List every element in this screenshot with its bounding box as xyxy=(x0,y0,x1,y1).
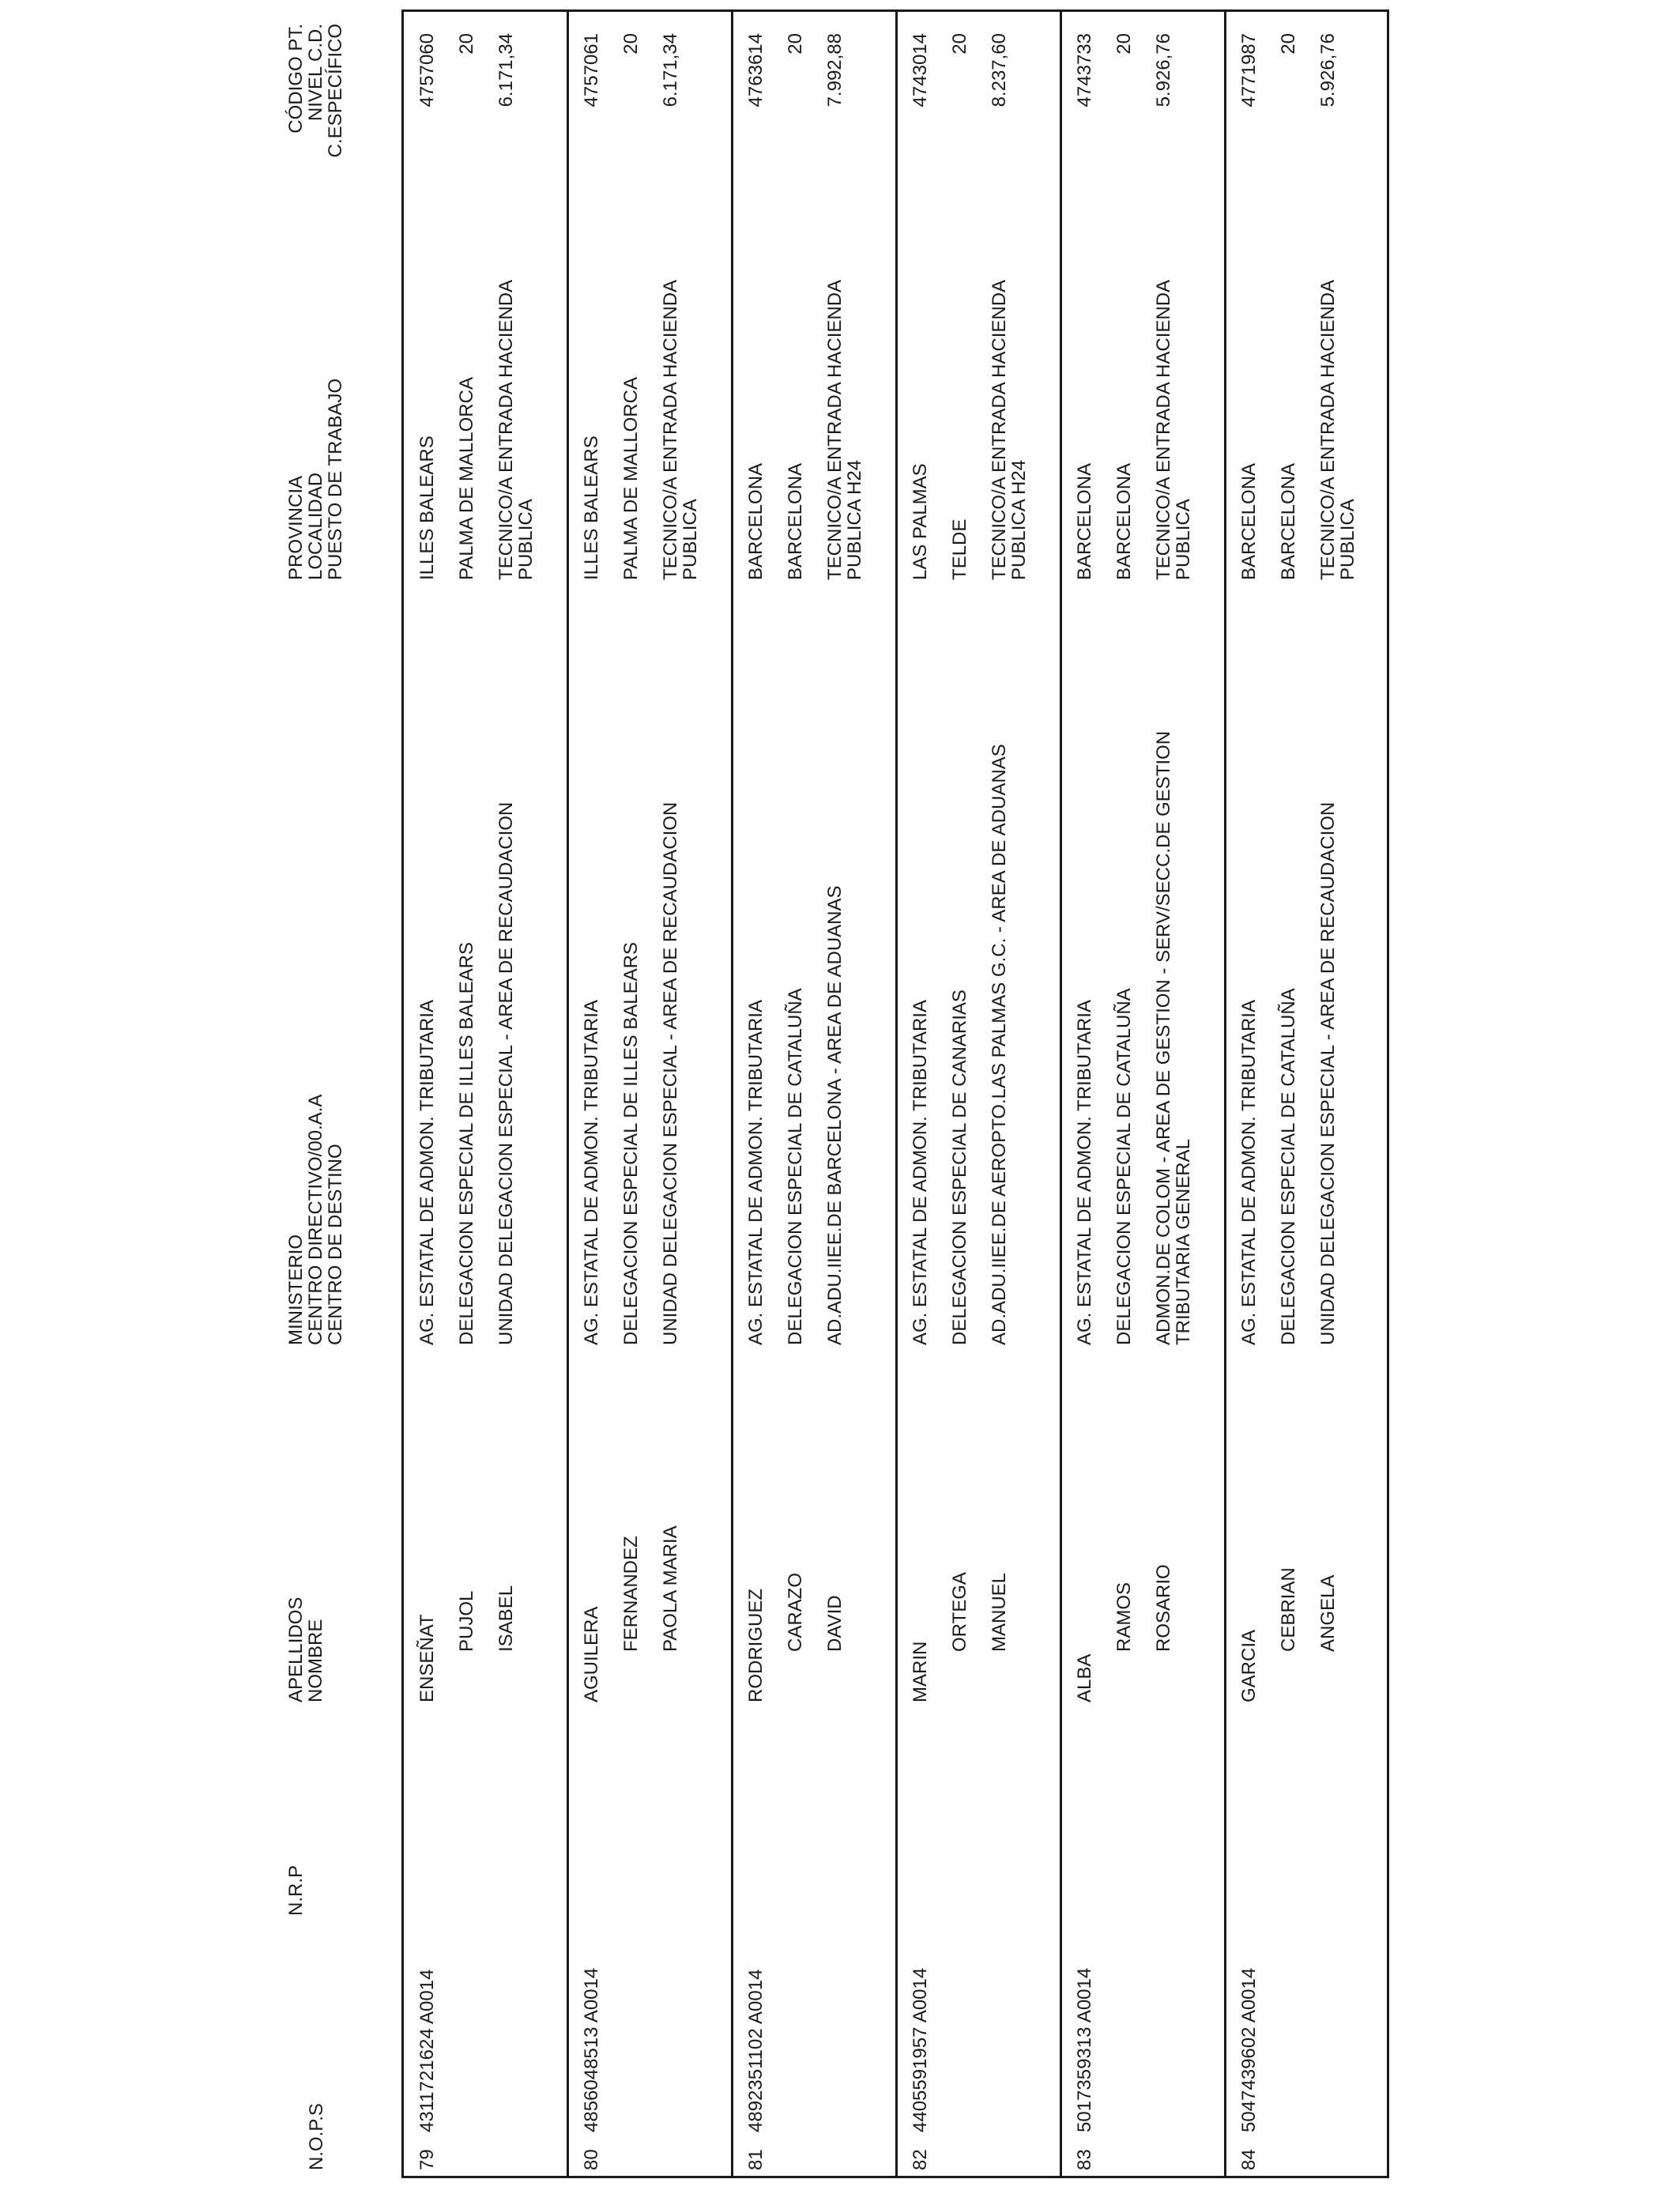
puesto-cell: TECNICO/A ENTRADA HACIENDA xyxy=(495,279,517,580)
nrp-cell: 4892351102 A0014 xyxy=(745,1969,767,2132)
nrp-cell: 5017359313 A0014 xyxy=(1074,1967,1095,2132)
centro-directivo-cell: DELEGACION ESPECIAL DE CATALUÑA xyxy=(785,988,806,1345)
especifico-cell: 5.926,76 xyxy=(1153,33,1174,107)
provincia-cell: BARCELONA xyxy=(1238,462,1260,580)
codigo-cell: 4743014 xyxy=(910,33,931,107)
nrp-cell: 4405591957 A0014 xyxy=(910,1967,931,2132)
centro-destino-cont-cell: TRIBUTARIA GENERAL xyxy=(1173,1139,1194,1345)
codigo-cell: 4757060 xyxy=(416,33,438,107)
nivel-cell: 20 xyxy=(949,33,970,55)
especifico-cell: 5.926,76 xyxy=(1317,33,1339,107)
nrp-cell: 5047439602 A0014 xyxy=(1238,1967,1260,2132)
ministerio-cell: AG. ESTATAL DE ADMON. TRIBUTARIA xyxy=(581,1000,602,1345)
centro-destino-cell: UNIDAD DELEGACION ESPECIAL - AREA DE RECAUDACION xyxy=(1317,801,1339,1345)
codigo-cell: 4757061 xyxy=(581,33,602,107)
header-apellidos xyxy=(286,1597,326,1702)
apellido1-cell: AGUILERA xyxy=(581,1606,602,1702)
nivel-cell: 20 xyxy=(620,33,642,55)
nivel-cell: 20 xyxy=(785,33,806,55)
ministerio-cell: AG. ESTATAL DE ADMON. TRIBUTARIA xyxy=(1074,1000,1095,1345)
row-divider xyxy=(1224,9,1226,2178)
puesto-cont-cell: PUBLICA xyxy=(1337,499,1358,580)
apellido2-cell: ORTEGA xyxy=(949,1572,970,1652)
puesto-cont-cell: PUBLICA xyxy=(515,499,537,580)
centro-directivo-cell: DELEGACION ESPECIAL DE CANARIAS xyxy=(949,990,970,1345)
ministerio-cell: AG. ESTATAL DE ADMON. TRIBUTARIA xyxy=(745,1000,767,1345)
especifico-cell: 8.237,60 xyxy=(989,33,1010,107)
header-provincia-line: PROVINCIA xyxy=(285,475,307,580)
provincia-cell: ILLES BALEARS xyxy=(581,435,602,580)
centro-directivo-cell: DELEGACION ESPECIAL DE ILLES BALEARS xyxy=(456,942,477,1345)
especifico-cell: 6.171,34 xyxy=(660,33,681,107)
apellido2-cell: FERNANDEZ xyxy=(620,1536,642,1652)
codigo-cell: 4771987 xyxy=(1238,33,1260,107)
provincia-cell: BARCELONA xyxy=(745,462,767,580)
nombre-cell: MANUEL xyxy=(989,1572,1010,1652)
header-codigo-line: CÓDIGO PT. xyxy=(285,24,307,134)
localidad-cell: PALMA DE MALLORCA xyxy=(620,377,642,580)
nops-cell: 81 xyxy=(745,2149,767,2170)
nops-cell: 82 xyxy=(910,2149,931,2170)
puesto-cell: TECNICO/A ENTRADA HACIENDA xyxy=(824,279,846,580)
header-codigo xyxy=(286,24,345,182)
nops-cell: 80 xyxy=(581,2149,602,2170)
row-divider xyxy=(1060,9,1062,2178)
puesto-cont-cell: PUBLICA H24 xyxy=(1008,459,1030,580)
especifico-cell: 6.171,34 xyxy=(495,33,517,107)
provincia-cell: LAS PALMAS xyxy=(910,463,931,580)
centro-directivo-cell: DELEGACION ESPECIAL DE ILLES BALEARS xyxy=(620,942,642,1345)
row-divider xyxy=(731,9,733,2178)
provincia-cell: BARCELONA xyxy=(1074,462,1095,580)
localidad-cell: BARCELONA xyxy=(1113,462,1135,580)
header-nivel-line: NIVEL C.D. xyxy=(305,24,326,122)
nombre-cell: ANGELA xyxy=(1317,1574,1339,1652)
nops-cell: 84 xyxy=(1238,2149,1260,2170)
puesto-cont-cell: PUBLICA xyxy=(680,499,701,580)
header-localidad-line: LOCALIDAD xyxy=(305,472,326,580)
header-puesto-line: PUESTO DE TRABAJO xyxy=(325,378,346,580)
centro-directivo-cell: DELEGACION ESPECIAL DE CATALUÑA xyxy=(1278,988,1299,1345)
puesto-cont-cell: PUBLICA H24 xyxy=(844,459,865,580)
puesto-cell: TECNICO/A ENTRADA HACIENDA xyxy=(989,279,1010,580)
header-ministerio xyxy=(286,1095,345,1345)
row-divider xyxy=(567,9,569,2178)
codigo-cell: 4763614 xyxy=(745,33,767,107)
localidad-cell: BARCELONA xyxy=(1278,462,1299,580)
centro-destino-cell: UNIDAD DELEGACION ESPECIAL - AREA DE RECAUDACION xyxy=(660,801,681,1345)
header-nombre-line: NOMBRE xyxy=(305,1619,326,1702)
header-nops: N.O.P.S xyxy=(306,2103,327,2170)
apellido2-cell: RAMOS xyxy=(1113,1581,1135,1652)
apellido1-cell: RODRIGUEZ xyxy=(745,1589,767,1702)
centro-destino-cell: UNIDAD DELEGACION ESPECIAL - AREA DE RECAUDACION xyxy=(495,801,517,1345)
row-divider xyxy=(895,9,898,2178)
apellido2-cell: CARAZO xyxy=(785,1572,806,1652)
nivel-cell: 20 xyxy=(1113,33,1135,55)
centro-directivo-cell: DELEGACION ESPECIAL DE CATALUÑA xyxy=(1113,988,1135,1345)
apellido1-cell: ENSEÑAT xyxy=(416,1614,438,1702)
puesto-cell: TECNICO/A ENTRADA HACIENDA xyxy=(1153,279,1174,580)
localidad-cell: PALMA DE MALLORCA xyxy=(456,377,477,580)
ministerio-cell: AG. ESTATAL DE ADMON. TRIBUTARIA xyxy=(1238,1000,1260,1345)
nombre-cell: ISABEL xyxy=(495,1585,517,1652)
nombre-cell: DAVID xyxy=(824,1595,846,1652)
localidad-cell: BARCELONA xyxy=(785,462,806,580)
header-provincia xyxy=(286,379,345,580)
header-especifico-line: C.ESPECÍFICO xyxy=(325,24,346,158)
nops-cell: 79 xyxy=(416,2149,438,2170)
apellido1-cell: ALBA xyxy=(1074,1653,1095,1702)
header-centro-destino-line: CENTRO DE DESTINO xyxy=(325,1144,346,1345)
puesto-cell: TECNICO/A ENTRADA HACIENDA xyxy=(660,279,681,580)
centro-destino-cell: AD.ADU.IIEE.DE AEROPTO.LAS PALMAS G.C. - AREA DE ADUANAS xyxy=(989,744,1010,1345)
apellido1-cell: MARIN xyxy=(910,1641,931,1702)
header-centro-directivo-line: CENTRO DIRECTIVO/00.A.A xyxy=(305,1094,326,1345)
apellido2-cell: CEBRIAN xyxy=(1278,1567,1299,1652)
nombre-cell: PAOLA MARIA xyxy=(660,1525,681,1652)
centro-destino-cell: AD.ADU.IIEE.DE BARCELONA - AREA DE ADUANAS xyxy=(824,885,846,1345)
apellido2-cell: PUJOL xyxy=(456,1590,477,1652)
apellido1-cell: GARCIA xyxy=(1238,1629,1260,1702)
provincia-cell: ILLES BALEARS xyxy=(416,435,438,580)
nombre-cell: ROSARIO xyxy=(1153,1564,1174,1652)
header-ministerio-line: MINISTERIO xyxy=(285,1234,307,1345)
nrp-cell: 4856048513 A0014 xyxy=(581,1967,602,2132)
nrp-cell: 4311721624 A0014 xyxy=(416,1969,438,2132)
ministerio-cell: AG. ESTATAL DE ADMON. TRIBUTARIA xyxy=(910,1000,931,1345)
header-nrp: N.R.P xyxy=(285,1864,307,1916)
localidad-cell: TELDE xyxy=(949,518,970,580)
nops-cell: 83 xyxy=(1074,2149,1095,2170)
puesto-cell: TECNICO/A ENTRADA HACIENDA xyxy=(1317,279,1339,580)
especifico-cell: 7.992,88 xyxy=(824,33,846,107)
puesto-cont-cell: PUBLICA xyxy=(1173,499,1194,580)
codigo-cell: 4743733 xyxy=(1074,33,1095,107)
ministerio-cell: AG. ESTATAL DE ADMON. TRIBUTARIA xyxy=(416,1000,438,1345)
nivel-cell: 20 xyxy=(456,33,477,55)
nivel-cell: 20 xyxy=(1278,33,1299,55)
header-apellidos-line: APELLIDOS xyxy=(285,1596,307,1702)
centro-destino-cell: ADMON.DE COLOM - AREA DE GESTION - SERV/SECC.DE GESTION xyxy=(1153,730,1174,1345)
